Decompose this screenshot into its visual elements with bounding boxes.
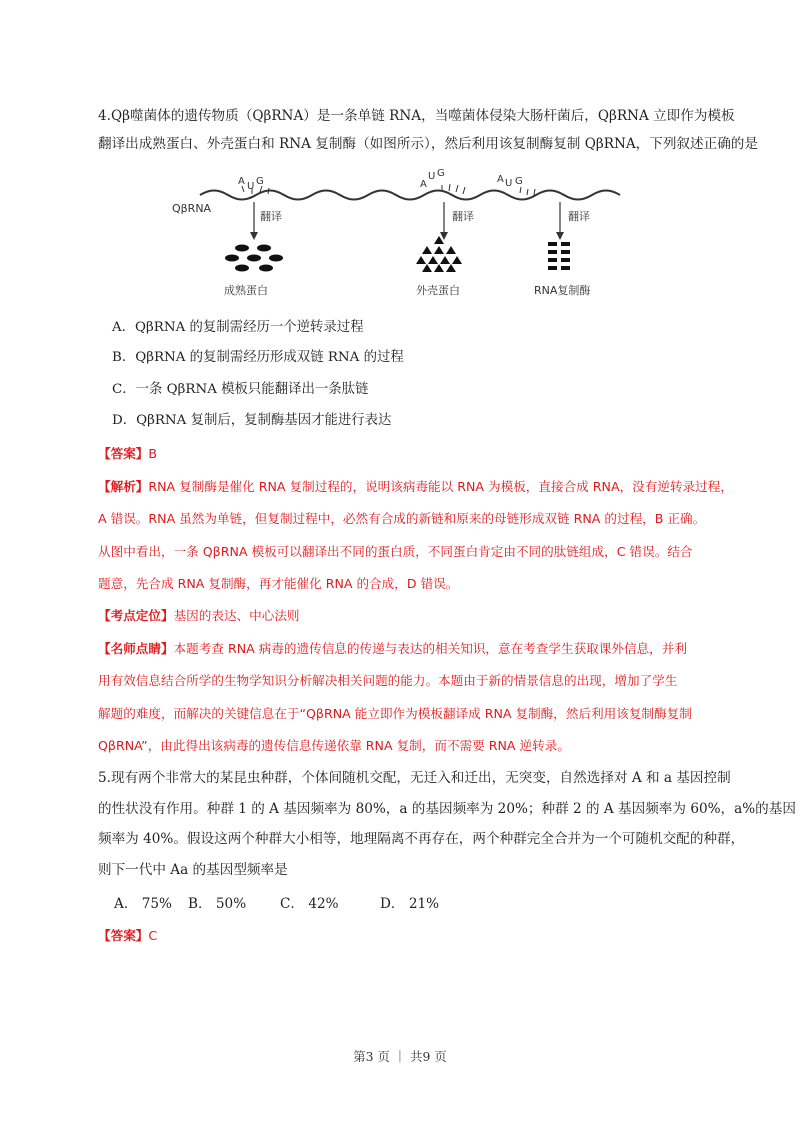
key-point-tag: 【考点定位】 [98, 608, 174, 623]
q4-explanation-line-1 [98, 477, 733, 497]
answer-value: C [148, 928, 158, 943]
q4-option-a: A．QβRNA 的复制需经历一个逆转录过程 [112, 320, 364, 335]
q4-key-point [98, 606, 300, 626]
q4-answer [98, 444, 157, 464]
rna-strand [200, 191, 620, 200]
q5-option-c: C． 42% [280, 896, 339, 912]
product-coat-protein: 外壳蛋白 [416, 284, 460, 297]
q5-option-b: B． 50% [188, 896, 247, 912]
codon-g: G [437, 168, 445, 179]
q4-option-b: B．QβRNA 的复制需经历形成双链 RNA 的过程 [112, 350, 404, 365]
codon-a: A [238, 176, 245, 187]
question-5-line-3: 频率为 40%。假设这两个种群大小相等，地理隔离不再存在，两个种群完全合并为一个可随机交配的种群， [98, 831, 745, 847]
q4-teacher-comment-line-2: 用有效信息结合所学的生物学知识分析解决相关问题的能力。本题由于新的情景信息的出现，增加了学生 [98, 673, 678, 688]
q4-explanation-line-4: 题意，先合成 RNA 复制酶，再才能催化 RNA 的合成，D 错误。 [98, 576, 459, 591]
answer-tag: 【答案】 [98, 928, 149, 943]
qbeta-rna-diagram [172, 162, 642, 302]
key-point-text: 基因的表达、中心法则 [173, 608, 300, 623]
arrow-label: 翻译 [260, 210, 282, 223]
translation-arrow-2 [440, 202, 474, 240]
codon-u: U [505, 178, 513, 189]
q4-teacher-comment-line-1 [98, 639, 687, 659]
rna-replicase-shapes [548, 242, 570, 270]
q5-option-d: D． 21% [380, 896, 440, 912]
codon-a: A [497, 174, 504, 185]
explain-tag: 【解析】 [98, 479, 149, 494]
q4-explanation-line-3: 从图中看出，一条 QβRNA 模板可以翻译出不同的蛋白质，不同蛋白肯定由不同的肽链组成，C 错误。结合 [98, 544, 693, 559]
codon-u: U [428, 171, 436, 182]
q5-option-a: A． 75% [114, 896, 172, 912]
product-mature-protein: 成熟蛋白 [224, 284, 268, 297]
translation-arrow-1 [250, 202, 282, 240]
page-footer: 第3 页 ｜ 共9 页 [353, 1049, 447, 1064]
question-5-line-1: 5.现有两个非常大的某昆虫种群，个体间随机交配，无迁入和迁出，无突变，自然选择对 A 和 a 基因控制 [98, 770, 731, 786]
teacher-comment-text: 本题考查 RNA 病毒的遗传信息的传递与表达的相关知识，意在考查学生获取课外信息，并利 [173, 641, 687, 656]
coat-protein-shapes [416, 236, 462, 272]
strand-label: QβRNA [172, 202, 212, 215]
q4-option-c: C．一条 QβRNA 模板只能翻译出一条肽链 [112, 382, 369, 397]
codon-u: U [247, 181, 255, 192]
explain-text: RNA 复制酶是催化 RNA 复制过程的，说明该病毒能以 RNA 为模板，直接合成 RNA，没有逆转录过程， [148, 479, 733, 494]
codon-a: A [420, 179, 427, 190]
q5-answer [98, 926, 157, 946]
q4-explanation-line-2: A 错误。RNA 虽然为单链，但复制过程中，必然有合成的新链和原来的母链形成双链 RNA 的过程，B 正确。 [98, 511, 706, 526]
question-5-line-2: 的性状没有作用。种群 1 的 A 基因频率为 80%，a 的基因频率为 20%；种群 2 的 A 基因频率为 60%，a%的基因 [98, 801, 796, 817]
answer-tag: 【答案】 [98, 446, 149, 461]
aug-codon-2 [420, 168, 465, 194]
codon-g: G [515, 176, 523, 187]
mature-protein-shapes [225, 245, 283, 272]
translation-arrow-3 [556, 202, 590, 240]
question-4-line-2: 翻译出成熟蛋白、外壳蛋白和 RNA 复制酶（如图所示），然后利用该复制酶复制 QβRNA，下列叙述正确的是 [98, 136, 758, 152]
question-5-line-4: 则下一代中 Aa 的基因型频率是 [98, 862, 288, 878]
question-4-line-1: 4.Qβ噬菌体的遗传物质（QβRNA）是一条单链 RNA，当噬菌体侵染大肠杆菌后，QβRNA 立即作为模板 [98, 108, 735, 124]
product-rna-replicase: RNA复制酶 [534, 284, 591, 297]
codon-g: G [256, 176, 264, 187]
arrow-label: 翻译 [452, 210, 474, 223]
arrow-label: 翻译 [568, 210, 590, 223]
q5-options [114, 894, 439, 914]
q4-teacher-comment-line-4: QβRNA”，由此得出该病毒的遗传信息传递依靠 RNA 复制，而不需要 RNA 逆转录。 [98, 738, 570, 753]
answer-value: B [148, 446, 158, 461]
teacher-comment-tag: 【名师点睛】 [98, 641, 174, 656]
q4-option-d: D．QβRNA 复制后，复制酶基因才能进行表达 [112, 413, 392, 428]
q4-teacher-comment-line-3: 解题的难度，而解决的关键信息在于“QβRNA 能立即作为模板翻译成 RNA 复制酶，然后利用该复制酶复制 [98, 706, 692, 721]
